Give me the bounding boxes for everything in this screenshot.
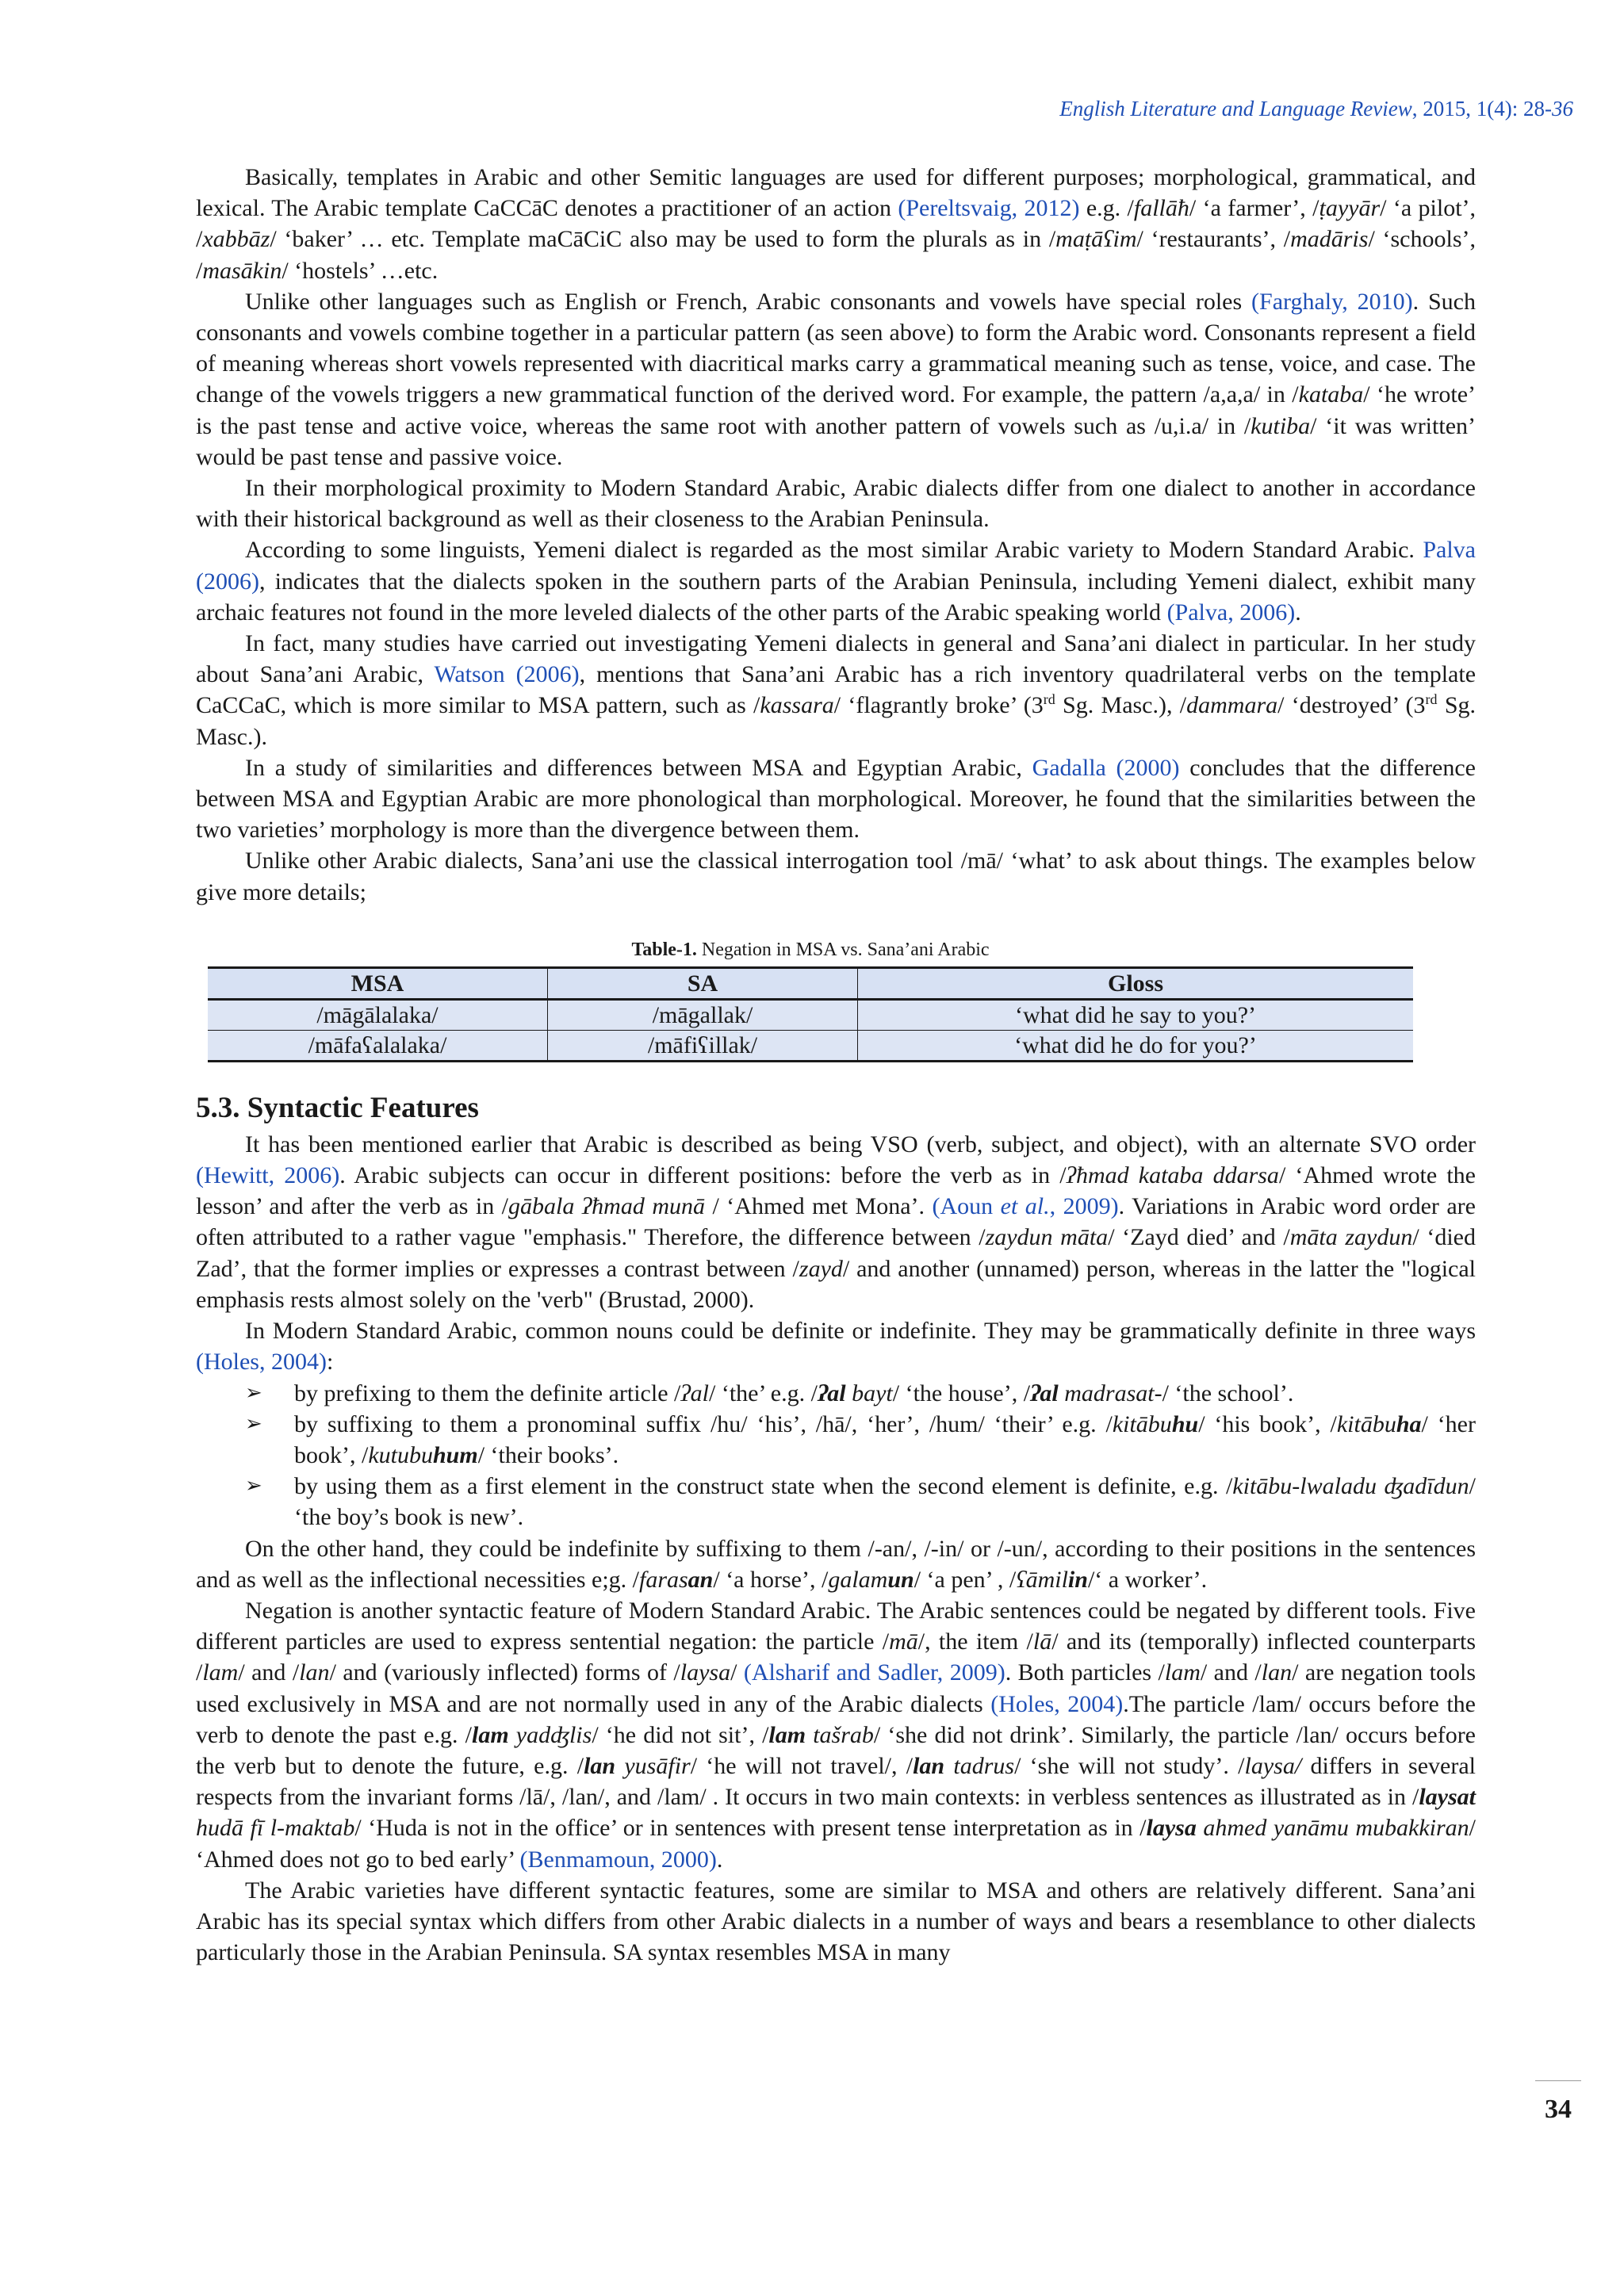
definiteness-list — [196, 1378, 1476, 1533]
paragraph: In their morphological proximity to Modern Standard Arabic, Arabic dialects differ from one dialect to another in accordance with their historical background as well as their closeness to the Arabian Peninsula. — [196, 475, 1476, 533]
table-cell: /māgālalaka/ — [208, 999, 548, 1030]
paragraph: In Modern Standard Arabic, common nouns could be definite or indefinite. They may be grammatically definite in three ways (Holes, 2004): — [196, 1318, 1476, 1376]
paragraph: On the other hand, they could be indefinite by suffixing to them /-an/, /-in/ or /-un/, according to their positions in the sentences and as well as the inflectional necessities e;g. /farasan/ ‘a horse’, /galamun/ ‘a pen’ , /ʕāmilin/‘ a worker’. — [196, 1535, 1476, 1593]
table-cell: ‘what did he do for you?’ — [858, 1030, 1414, 1061]
section-heading: 5.3. Syntactic Features — [196, 1091, 479, 1124]
citation-link[interactable]: Watson (2006) — [434, 661, 580, 688]
citation-link[interactable]: (Pereltsvaig, 2012) — [898, 195, 1080, 222]
citation-link[interactable]: Palva (2006) — [196, 537, 1476, 595]
citation-link[interactable]: (Holes, 2004) — [990, 1690, 1124, 1717]
citation-link[interactable]: Gadalla (2000) — [1032, 754, 1180, 781]
paragraph: In fact, many studies have carried out investigating Yemeni dialects in general and Sana’ani dialect in particular. In her study about Sana’ani Arabic, Watson (2006), mentions that Sana’ani Arabic has a rich inventory quadrilateral verbs on the template CaCCaC, which is more similar to MSA pattern, such as /kassara/ ‘flagrantly broke’ (3rd Sg. Masc.), /dammara/ ‘destroyed’ (3rd Sg. Masc.). — [196, 630, 1477, 750]
paragraph: Basically, templates in Arabic and other Semitic languages are used for different purposes; morphological, grammatical, and lexical. The Arabic template CaCCāC denotes a practitioner of an action (Pereltsvaig, 2012) e.g. /fallāħ/ ‘a farmer’, /ṭayyār/ ‘a pilot’, /xabbāz/ ‘baker’ … etc. Template maCāCiC also may be used to form the plurals as in /maṭāʕim/ ‘restaurants’, /madāris/ ‘schools’, /masākin/ ‘hostels’ …etc. — [196, 164, 1477, 284]
negation-table — [208, 938, 1413, 1062]
table-cell: /māfaʕalalaka/ — [208, 1030, 548, 1061]
citation-link[interactable]: (Hewitt, 2006) — [196, 1162, 340, 1189]
column-header: MSA — [208, 967, 548, 999]
paragraph: According to some linguists, Yemeni dialect is regarded as the most similar Arabic variety to Modern Standard Arabic. Palva (2006), indicates that the dialects spoken in the southern parts of the Arabian Peninsula, including Yemeni dialect, exhibit many archaic features not found in the more leveled dialects of the other parts of the Arabic speaking world (Palva, 2006). — [196, 537, 1476, 626]
paragraph: In a study of similarities and differences between MSA and Egyptian Arabic, Gadalla (2000) concludes that the difference between MSA and Egyptian Arabic are more phonological than morphological. Moreover, he found that the similarities between the two varieties’ morphology is more than the divergence between them. — [196, 754, 1477, 844]
list-item: ➢ by prefixing to them the definite article /ʔal/ ‘the’ e.g. /ʔal bayt/ ‘the house’, /ʔal madrasat-/ ‘the school’. — [245, 1378, 1476, 1409]
citation-link[interactable]: (Benmamoun, 2000) — [519, 1846, 717, 1873]
journal-end-page: 36 — [1552, 97, 1573, 121]
list-item: ➢ by suffixing to them a pronominal suffix /hu/ ‘his’, /hā/, ‘her’, /hum/ ‘their’ e.g. /kitābuhu/ ‘his book’, /kitābuha/ ‘her book’, /kutubuhum/ ‘their books’. — [245, 1409, 1476, 1471]
paragraph: Unlike other languages such as English or French, Arabic consonants and vowels have special roles (Farghaly, 2010). Such consonants and vowels combine together in a particular pattern (as seen above) to form the Arabic word. Consonants represent a field of meaning whereas short vowels represented with diacritical marks carry a grammatical meaning such as tense, voice, and case. The change of the vowels triggers a new grammatical function of the derived word. For example, the pattern /a,a,a/ in /kataba/ ‘he wrote’ is the past tense and active voice, whereas the same root with another pattern of vowels such as /u,i.a/ in /kutiba/ ‘it was written’ would be past tense and passive voice. — [196, 288, 1477, 470]
table-cell: /māgallak/ — [548, 999, 858, 1030]
table-row — [208, 1030, 1413, 1061]
article-body — [196, 162, 1476, 1968]
table-cell: /māfiʕillak/ — [548, 1030, 858, 1061]
paragraph: Negation is another syntactic feature of Modern Standard Arabic. The Arabic sentences could be negated by different tools. Five different particles are used to express sentential negation: the particle /mā/, the item /lā/ and its (temporally) inflected counterparts /lam/ and /lan/ and (variously inflected) forms of /laysa/ (Alsharif and Sadler, 2009). Both particles /lam/ and /lan/ are negation tools used exclusively in MSA and are not normally used in any of the Arabic dialects (Holes, 2004).The particle /lam/ occurs before the verb to denote the past e.g. /lam yadʤlis/ ‘he did not sit’, /lam tašrab/ ‘she did not drink’. Similarly, the particle /lan/ occurs before the verb but to denote the future, e.g. /lan yusāfir/ ‘he will not travel/, /lan tadrus/ ‘she will not study’. /laysa/ differs in several respects from the invariant forms /lā/, /lan/, and /lam/ . It occurs in two main contexts: in verbless sentences as illustrated as in /laysat hudā fī l-maktab/ ‘Huda is not in the office’ or in sentences with present tense interpretation as in /laysa ahmed yanāmu mubakkiran/ ‘Ahmed does not go to bed early’ (Benmamoun, 2000). — [196, 1597, 1477, 1873]
citation-link[interactable]: (Holes, 2004) — [196, 1349, 327, 1376]
paragraph: Unlike other Arabic dialects, Sana’ani use the classical interrogation tool /mā/ ‘what’ to ask about things. The examples below give more details; — [196, 848, 1476, 905]
table-row — [208, 999, 1413, 1030]
citation-link[interactable]: (Aoun et al., 2009) — [932, 1193, 1119, 1220]
running-head — [1059, 97, 1573, 121]
paragraph: It has been mentioned earlier that Arabic is described as being VSO (verb, subject, and object), with an alternate SVO order (Hewitt, 2006). Arabic subjects can occur in different positions: before the verb as in /ʔħmad kataba ddarsa/ ‘Ahmed wrote the lesson’ and after the verb as in /gābala ʔħmad munā / ‘Ahmed met Mona’. (Aoun et al., 2009). Variations in Arabic word order are often attributed to a rather vague "emphasis." Therefore, the difference between /zaydun māta/ ‘Zayd died’ and /māta zaydun/ ‘died Zad’, that the former implies or expresses a contrast between /zayd/ and another (unnamed) person, whereas in the latter the "logical emphasis rests almost solely on the 'verb" (Brustad, 2000). — [196, 1131, 1477, 1313]
column-header: SA — [548, 967, 858, 999]
journal-issue: , 2015, 1(4): 28- — [1411, 97, 1552, 121]
citation-link[interactable]: (Palva, 2006) — [1166, 599, 1296, 626]
journal-title: English Literature and Language Review — [1059, 97, 1412, 121]
table-cell: ‘what did he say to you?’ — [858, 999, 1414, 1030]
page-number: 34 — [1545, 2095, 1572, 2124]
data-table — [208, 966, 1413, 1062]
citation-link[interactable]: (Farghaly, 2010) — [1251, 288, 1413, 315]
list-item: ➢ by using them as a first element in the construct state when the second element is definite, e.g. /kitābu-lwaladu ʤadīdun/ ‘the boy’s book is new’. — [245, 1471, 1476, 1533]
paragraph: The Arabic varieties have different syntactic features, some are similar to MSA and others are relatively different. Sana’ani Arabic has its special syntax which differs from other Arabic dialects in a number of ways and bears a resemblance to other dialects particularly those in the Arabian Peninsula. SA syntax resembles MSA in many — [196, 1877, 1476, 1966]
footer-rule — [1535, 2080, 1581, 2081]
column-header: Gloss — [858, 967, 1414, 999]
table-caption: Table-1. Negation in MSA vs. Sana’ani Arabic — [631, 939, 990, 960]
citation-link[interactable]: (Alsharif and Sadler, 2009) — [743, 1659, 1005, 1686]
